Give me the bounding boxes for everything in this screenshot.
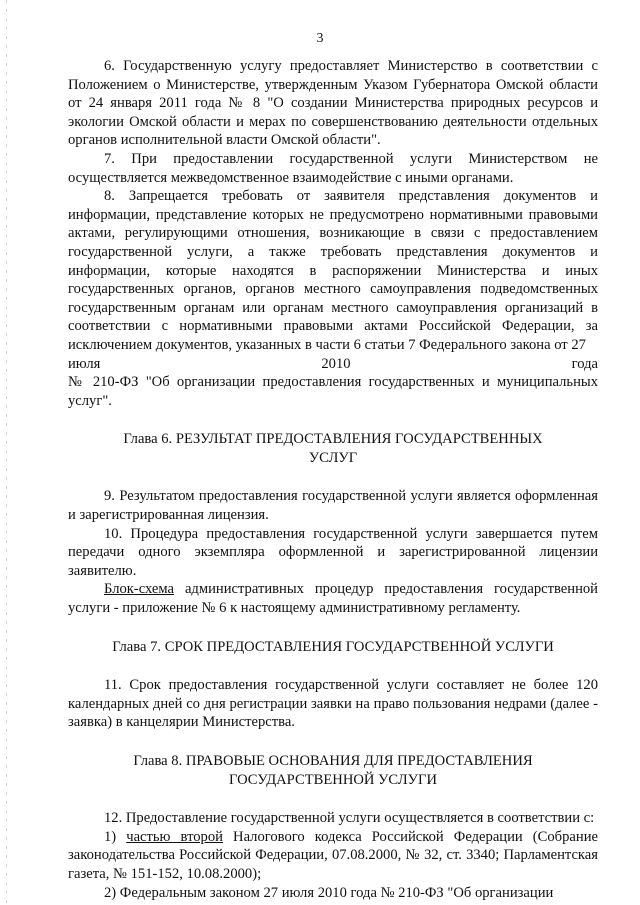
chapter-6-heading: Глава 6. РЕЗУЛЬТАТ ПРЕДОСТАВЛЕНИЯ ГОСУДАРСТВЕННЫХ УСЛУГ bbox=[123, 431, 543, 466]
tax-code-part-two-link[interactable]: частью второй bbox=[126, 828, 223, 845]
item-1-number: 1) bbox=[104, 828, 127, 845]
paragraph-7: 7. При предоставлении государственной услуги Министерством не осуществляется межведомственное взаимодействие с иными органами. bbox=[68, 150, 598, 186]
paragraph-9: 9. Результатом предоставления государственной услуги является оформленная и зарегистрированная лицензия. bbox=[68, 488, 598, 524]
chapter-8-heading: Глава 8. ПРАВОВЫЕ ОСНОВАНИЯ ДЛЯ ПРЕДОСТАВЛЕНИЯ ГОСУДАРСТВЕННОЙ УСЛУГИ bbox=[133, 753, 533, 788]
paragraph-6: 6. Государственную услугу предоставляет Министерство в соответствии с Положением о Министерстве, утвержденным Указом Губернатора Омской области от 24 января 2011 года № 8 "О создании Министерства природных ресурсов и экологии Омской области и мерах по совершенствованию деятельности отдельных органов исполнительной власти Омской области". bbox=[68, 58, 598, 149]
paragraph-12-item-2: 2) Федеральным законом 27 июля 2010 года № 210-ФЗ "Об организации bbox=[104, 884, 554, 901]
date-month: июля bbox=[68, 355, 101, 372]
date-year: 2010 bbox=[321, 355, 351, 372]
item-1-text: Налогового кодекса Российской Федерации (Собрание законодательства Российской Федерации, 07.08.2000, № 32, ст. 3340; Парламентская газета, № 151-152, 10.08.2000); bbox=[68, 828, 598, 882]
scan-edge-mark bbox=[6, 0, 7, 905]
paragraph-8-date-line bbox=[68, 355, 598, 374]
chapter-7-heading: Глава 7. СРОК ПРЕДОСТАВЛЕНИЯ ГОСУДАРСТВЕННОЙ УСЛУГИ bbox=[112, 638, 554, 655]
flowchart-link[interactable]: Блок-схема bbox=[104, 581, 175, 598]
paragraph-10-flowchart bbox=[68, 580, 598, 617]
paragraph-12-item-1 bbox=[68, 828, 598, 884]
paragraph-12: 12. Предоставление государственной услуги осуществляется в соответствии с: bbox=[104, 810, 595, 827]
paragraph-10: 10. Процедура предоставления государственной услуги завершается путем передачи одного экземпляра оформленной и зарегистрированной лицензии заявителю. bbox=[68, 525, 598, 579]
paragraph-11: 11. Срок предоставления государственной услуги составляет не более 120 календарных дней со дня регистрации заявки на право пользования недрами (далее - заявка) в канцелярии Министерства. bbox=[68, 677, 598, 731]
flowchart-text: административных процедур предоставления государственной услуги - приложение № 6 к настоящему административному регламенту. bbox=[68, 581, 598, 617]
date-word: года bbox=[571, 355, 598, 372]
paragraph-8-end: № 210-ФЗ "Об организации предоставления государственных и муниципальных услуг". bbox=[68, 374, 598, 409]
document-body bbox=[68, 57, 598, 902]
page-number: 3 bbox=[316, 31, 324, 46]
paragraph-8: 8. Запрещается требовать от заявителя представления документов и информации, представление которых не предусмотрено нормативными правовыми актами, регулирующими отношения, возникающие в связи с предоставлением государственной услуги, а также требовать представления документов и информации, которые находятся в распоряжении Министерства и иных государственных органов, органов местного самоуправления подведомственных государственным органам или органам местного самоуправления организаций в соответствии с нормативными правовыми актами Российской Федерации, за исключением документов, указанных в части 6 статьи 7 Федерального закона от 27 bbox=[68, 188, 598, 353]
